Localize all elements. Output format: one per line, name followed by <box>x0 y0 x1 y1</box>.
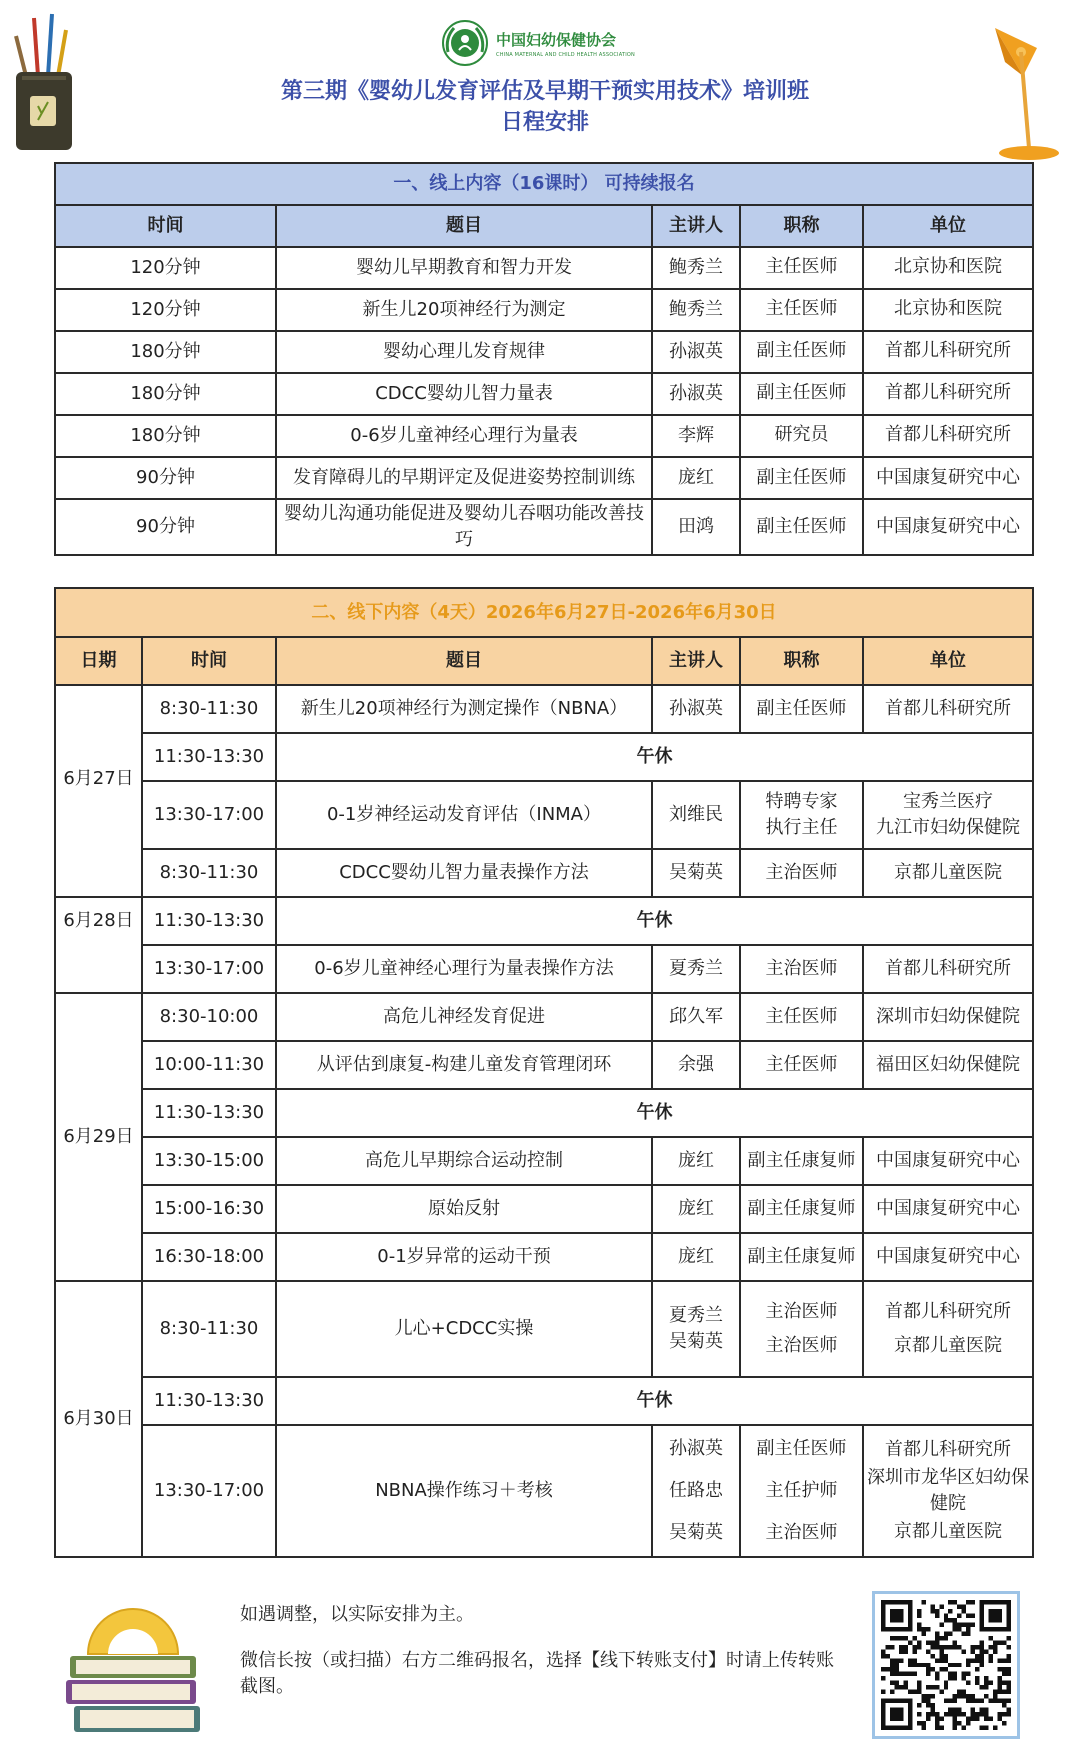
row-title: 副主任医师 <box>740 499 863 555</box>
row-speaker: 余强 <box>652 1041 740 1089</box>
row-time: 8:30-10:00 <box>142 993 276 1041</box>
row-unit: 首都儿科研究所 <box>863 415 1033 457</box>
speaker-line: 任路忠 <box>669 1480 723 1501</box>
column-header-speaker: 主讲人 <box>652 205 740 247</box>
column-header-unit: 单位 <box>863 637 1033 685</box>
row-time: 13:30-17:00 <box>142 945 276 993</box>
row-topic: 原始反射 <box>276 1185 652 1233</box>
row-unit: 福田区妇幼保健院 <box>863 1041 1033 1089</box>
column-header-speaker: 主讲人 <box>652 637 740 685</box>
row-speaker: 李辉 <box>652 415 740 457</box>
row-topic: CDCC婴幼儿智力量表 <box>276 373 652 415</box>
row-unit: 首都儿科研究所 <box>863 373 1033 415</box>
association-name: 中国妇幼保健协会 <box>496 30 617 49</box>
date-cell-jun28 <box>55 897 142 993</box>
row-time: 13:30-17:00 <box>142 1425 276 1557</box>
row-speaker <box>652 1281 740 1377</box>
row-title: 副主任康复师 <box>740 1233 863 1281</box>
table-row <box>55 1041 1033 1089</box>
row-time: 16:30-18:00 <box>142 1233 276 1281</box>
row-time: 120分钟 <box>55 289 276 331</box>
row-unit: 北京协和医院 <box>863 247 1033 289</box>
offline-schedule-table <box>54 587 1034 1558</box>
table-row <box>55 1425 1033 1557</box>
table-row <box>55 781 1033 849</box>
row-unit: 北京协和医院 <box>863 289 1033 331</box>
row-title: 副主任医师 <box>740 373 863 415</box>
column-header-date: 日期 <box>55 637 142 685</box>
unit-line: 京都儿童医院 <box>894 1335 1002 1356</box>
row-topic: NBNA操作练习＋考核 <box>276 1425 652 1557</box>
row-time: 13:30-17:00 <box>142 781 276 849</box>
row-speaker: 吴菊英 <box>652 849 740 897</box>
title-line: 特聘专家 <box>765 791 838 812</box>
online-section-title: 一、线上内容（16课时） 可持续报名 <box>55 163 1033 205</box>
title-line-1: 第三期《婴幼儿发育评估及早期干预实用技术》培训班 <box>280 79 809 104</box>
speaker-line: 吴菊英 <box>669 1522 723 1543</box>
row-unit: 中国康复研究中心 <box>863 1233 1033 1281</box>
row-time: 180分钟 <box>55 415 276 457</box>
row-time: 15:00-16:30 <box>142 1185 276 1233</box>
speaker-line: 吴菊英 <box>669 1331 723 1352</box>
row-time: 8:30-11:30 <box>142 685 276 733</box>
row-speaker: 邱久军 <box>652 993 740 1041</box>
table-row <box>55 247 1033 289</box>
row-speaker: 夏秀兰 <box>652 945 740 993</box>
column-header-title: 职称 <box>740 637 863 685</box>
title-line: 副主任医师 <box>756 1438 847 1459</box>
row-unit: 首都儿科研究所 <box>863 945 1033 993</box>
row-topic: 新生儿20项神经行为测定 <box>276 289 652 331</box>
row-title: 主任医师 <box>740 993 863 1041</box>
registration-qr-code[interactable] <box>872 1591 1020 1739</box>
row-unit: 首都儿科研究所 <box>863 685 1033 733</box>
association-name-en: CHINA MATERNAL AND CHILD HEALTH ASSOCIATION <box>496 51 635 58</box>
row-title <box>740 1425 863 1557</box>
online-schedule-table <box>54 162 1034 556</box>
row-topic: 新生儿20项神经行为测定操作（NBNA） <box>276 685 652 733</box>
row-topic: 高危儿神经发育促进 <box>276 993 652 1041</box>
unit-line: 首都儿科研究所 <box>885 1301 1011 1322</box>
row-speaker: 庞红 <box>652 1233 740 1281</box>
row-unit <box>863 1425 1033 1557</box>
date-cell-jun27 <box>55 685 142 897</box>
row-unit: 中国康复研究中心 <box>863 1185 1033 1233</box>
row-unit: 中国康复研究中心 <box>863 457 1033 499</box>
table-row-break <box>55 1089 1033 1137</box>
row-topic: 0-6岁儿童神经心理行为量表 <box>276 415 652 457</box>
table-row <box>55 849 1033 897</box>
table-row <box>55 1281 1033 1377</box>
row-speaker: 庞红 <box>652 1137 740 1185</box>
desk-lamp-icon <box>975 18 1065 163</box>
title-line: 主治医师 <box>765 1301 838 1322</box>
row-title <box>740 1281 863 1377</box>
row-title: 主任医师 <box>740 1041 863 1089</box>
speaker-line: 夏秀兰 <box>669 1305 723 1326</box>
row-time: 8:30-11:30 <box>142 1281 276 1377</box>
lunch-break: 午休 <box>276 1377 1033 1425</box>
date-label: 6月29日 <box>63 1126 134 1147</box>
column-header-topic: 题目 <box>276 205 652 247</box>
offline-section-title: 二、线下内容（4天）2026年6月27日-2026年6月30日 <box>55 588 1033 637</box>
row-speaker: 孙淑英 <box>652 331 740 373</box>
row-unit <box>863 781 1033 849</box>
row-unit: 中国康复研究中心 <box>863 499 1033 555</box>
row-speaker: 鲍秀兰 <box>652 247 740 289</box>
books-ruler-icon <box>58 1596 208 1738</box>
qr-code-icon <box>881 1600 1011 1730</box>
table-row <box>55 1233 1033 1281</box>
row-speaker: 鲍秀兰 <box>652 289 740 331</box>
title-line: 主治医师 <box>765 1522 838 1543</box>
lunch-break: 午休 <box>276 1089 1033 1137</box>
table-row <box>55 685 1033 733</box>
row-speaker: 孙淑英 <box>652 373 740 415</box>
row-title <box>740 781 863 849</box>
date-label: 6月28日 <box>63 910 134 931</box>
date-label: 6月30日 <box>63 1408 134 1429</box>
row-time: 180分钟 <box>55 373 276 415</box>
row-topic: 儿心+CDCC实操 <box>276 1281 652 1377</box>
unit-line: 九江市妇幼保健院 <box>876 817 1020 838</box>
row-title: 副主任康复师 <box>740 1137 863 1185</box>
row-speaker: 庞红 <box>652 457 740 499</box>
row-title: 主治医师 <box>740 945 863 993</box>
row-speaker: 刘维民 <box>652 781 740 849</box>
row-speaker: 孙淑英 <box>652 685 740 733</box>
row-time: 11:30-13:30 <box>142 1377 276 1425</box>
column-header-title: 职称 <box>740 205 863 247</box>
table-row-break <box>55 1377 1033 1425</box>
lunch-break: 午休 <box>276 897 1033 945</box>
footer-note-registration: 微信长按（或扫描）右方二维码报名，选择【线下转账支付】时请上传转账截图。 <box>240 1650 834 1697</box>
table-row <box>55 457 1033 499</box>
row-time: 11:30-13:30 <box>142 897 276 945</box>
column-header-topic: 题目 <box>276 637 652 685</box>
row-time: 11:30-13:30 <box>142 733 276 781</box>
row-topic: CDCC婴幼儿智力量表操作方法 <box>276 849 652 897</box>
table-row <box>55 415 1033 457</box>
row-topic: 婴幼儿早期教育和智力开发 <box>276 247 652 289</box>
title-line: 主任护师 <box>765 1480 838 1501</box>
row-title: 研究员 <box>740 415 863 457</box>
row-time: 11:30-13:30 <box>142 1089 276 1137</box>
row-time: 180分钟 <box>55 331 276 373</box>
row-speaker: 庞红 <box>652 1185 740 1233</box>
row-topic: 0-1岁神经运动发育评估（INMA） <box>276 781 652 849</box>
row-topic: 高危儿早期综合运动控制 <box>276 1137 652 1185</box>
row-unit: 京都儿童医院 <box>863 849 1033 897</box>
association-emblem-icon <box>440 18 490 68</box>
row-title: 主任医师 <box>740 247 863 289</box>
table-row <box>55 499 1033 555</box>
table-row <box>55 945 1033 993</box>
row-time: 120分钟 <box>55 247 276 289</box>
row-title: 副主任医师 <box>740 457 863 499</box>
unit-line: 宝秀兰医疗 <box>903 791 993 812</box>
row-topic: 婴幼心理儿发育规律 <box>276 331 652 373</box>
row-unit: 深圳市妇幼保健院 <box>863 993 1033 1041</box>
footer-note-adjustment: 如遇调整，以实际安排为主。 <box>240 1604 474 1625</box>
row-title: 副主任医师 <box>740 685 863 733</box>
row-speaker <box>652 1425 740 1557</box>
table-row <box>55 373 1033 415</box>
speaker-line: 孙淑英 <box>669 1438 723 1459</box>
row-topic: 0-1岁异常的运动干预 <box>276 1233 652 1281</box>
table-row <box>55 331 1033 373</box>
date-cell-jun30 <box>55 1281 142 1557</box>
table-row <box>55 1185 1033 1233</box>
unit-line: 首都儿科研究所 <box>885 1439 1011 1460</box>
row-time: 8:30-11:30 <box>142 849 276 897</box>
row-time: 90分钟 <box>55 499 276 555</box>
row-time: 90分钟 <box>55 457 276 499</box>
unit-line: 京都儿童医院 <box>894 1521 1002 1542</box>
title-line: 主治医师 <box>765 1335 838 1356</box>
lunch-break: 午休 <box>276 733 1033 781</box>
row-speaker: 田鸿 <box>652 499 740 555</box>
row-time: 10:00-11:30 <box>142 1041 276 1089</box>
row-unit: 中国康复研究中心 <box>863 1137 1033 1185</box>
row-title: 主治医师 <box>740 849 863 897</box>
page-title <box>0 76 1080 138</box>
association-logo <box>440 18 660 68</box>
row-unit <box>863 1281 1033 1377</box>
date-cell-jun29 <box>55 993 142 1281</box>
row-title: 主任医师 <box>740 289 863 331</box>
table-row <box>55 289 1033 331</box>
date-label: 6月27日 <box>63 768 134 789</box>
row-unit: 首都儿科研究所 <box>863 331 1033 373</box>
row-topic: 从评估到康复-构建儿童发育管理闭环 <box>276 1041 652 1089</box>
row-topic: 0-6岁儿童神经心理行为量表操作方法 <box>276 945 652 993</box>
row-topic: 发育障碍儿的早期评定及促进姿势控制训练 <box>276 457 652 499</box>
title-line-2: 日程安排 <box>500 110 589 135</box>
column-header-time: 时间 <box>55 205 276 247</box>
row-title: 副主任医师 <box>740 331 863 373</box>
row-title: 副主任康复师 <box>740 1185 863 1233</box>
row-time: 13:30-15:00 <box>142 1137 276 1185</box>
page-header <box>0 0 1080 160</box>
unit-line: 深圳市龙华区妇幼保健院 <box>867 1467 1029 1514</box>
table-row <box>55 1137 1033 1185</box>
column-header-time: 时间 <box>142 637 276 685</box>
table-row <box>55 993 1033 1041</box>
table-row-break <box>55 733 1033 781</box>
title-line: 执行主任 <box>765 817 838 838</box>
row-topic: 婴幼儿沟通功能促进及婴幼儿吞咽功能改善技巧 <box>276 499 652 555</box>
column-header-unit: 单位 <box>863 205 1033 247</box>
table-row-break <box>55 897 1033 945</box>
